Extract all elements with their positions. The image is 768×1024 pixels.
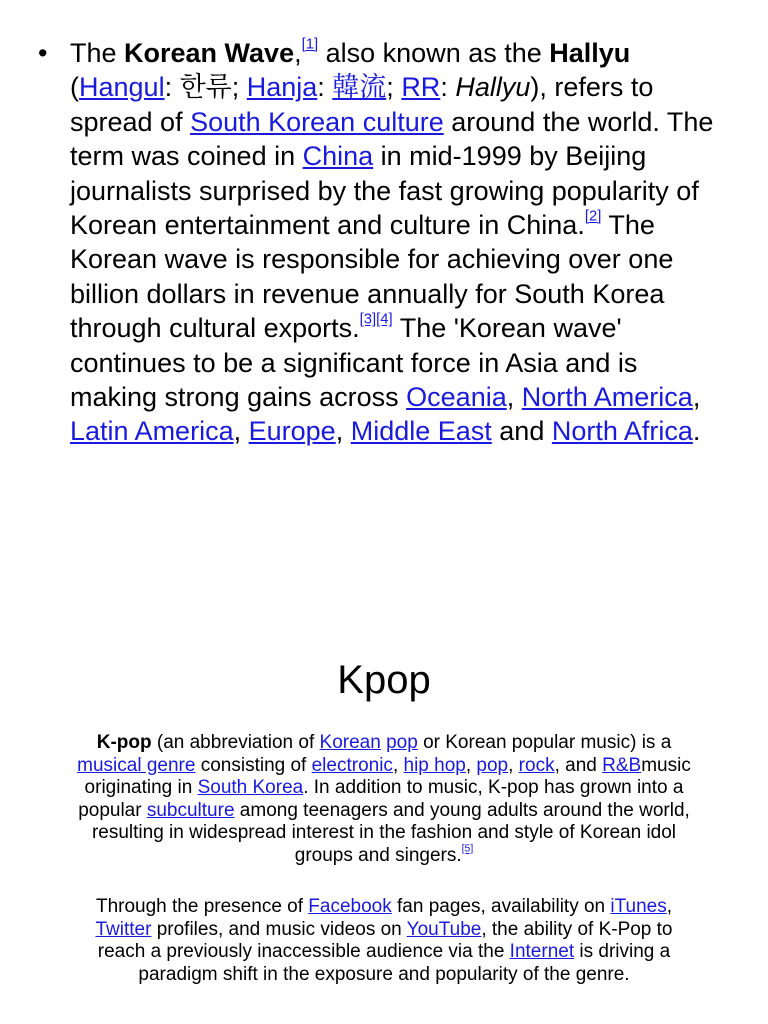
text: . In addition to music, K-pop has grown into a popular: [78, 777, 684, 821]
pop-genre-link[interactable]: pop: [476, 754, 509, 776]
term-hallyu: Hallyu: [549, 38, 631, 68]
text: around the world. The term was coined in: [70, 106, 714, 172]
term-k-pop: K-pop: [96, 732, 152, 753]
hanja-link[interactable]: Hanja: [246, 72, 318, 103]
citation-3-4-link[interactable]: [3][4]: [359, 311, 393, 328]
text: or Korean popular music) is a: [417, 732, 672, 753]
text: :: [440, 72, 456, 103]
text: :: [317, 72, 333, 103]
bullet-dot: •: [38, 38, 48, 68]
text: profiles, and music videos on: [151, 918, 407, 940]
europe-link[interactable]: Europe: [248, 416, 336, 447]
text: ,: [392, 754, 404, 776]
text: ,: [294, 38, 302, 68]
text: ), refers to spread of: [70, 72, 654, 137]
korean-wave-paragraph: [70, 36, 728, 449]
kpop-paragraph-2: [74, 896, 694, 986]
hangul-link[interactable]: Hangul: [79, 72, 165, 103]
south-korean-culture-link[interactable]: South Korean culture: [190, 106, 444, 137]
text: music originating in: [84, 754, 691, 799]
youtube-link[interactable]: YouTube: [406, 918, 482, 940]
romanized-hallyu: Hallyu: [455, 72, 531, 103]
term-korean-wave: Korean Wave: [124, 38, 295, 68]
rnb-link[interactable]: R&B: [602, 754, 642, 776]
text: ;: [386, 72, 402, 103]
text: is driving a paradigm shift in the exposure and popularity of the genre.: [138, 941, 671, 985]
text: .: [692, 416, 701, 447]
rr-link[interactable]: RR: [401, 72, 441, 103]
text: The: [70, 38, 125, 68]
north-africa-link[interactable]: North Africa: [551, 416, 693, 447]
text: ,: [666, 896, 672, 917]
text: , and: [554, 754, 603, 776]
subculture-link[interactable]: subculture: [146, 799, 235, 821]
text: ,: [692, 382, 701, 413]
citation-1-link[interactable]: [1]: [301, 36, 319, 53]
middle-east-link[interactable]: Middle East: [350, 416, 492, 447]
latin-america-link[interactable]: Latin America: [70, 416, 234, 447]
twitter-link[interactable]: Twitter: [95, 918, 152, 940]
kpop-title: Kpop: [337, 658, 431, 702]
facebook-link[interactable]: Facebook: [308, 896, 392, 917]
hangul-text: : 한류;: [164, 72, 247, 103]
text: also known as the: [318, 38, 550, 68]
internet-link[interactable]: Internet: [509, 941, 575, 963]
text: (: [70, 72, 79, 103]
rock-link[interactable]: rock: [518, 754, 555, 776]
text: ,: [335, 416, 351, 447]
itunes-link[interactable]: iTunes: [610, 896, 667, 917]
text: Through the presence of: [95, 896, 309, 917]
korean-link[interactable]: Korean: [319, 732, 381, 753]
text: (an abbreviation of: [151, 732, 320, 753]
text: among teenagers and young adults around the world, resulting in widespread interest in the fashion and style of Korean idol groups and singers.: [91, 799, 690, 866]
text: in mid-1999 by Beijing journalists surprised by the fast growing popularity of Korean entertainment and culture in China.: [70, 141, 699, 241]
text: ,: [465, 754, 477, 776]
china-link[interactable]: China: [302, 141, 374, 172]
text: ,: [508, 754, 519, 776]
musical-genre-link[interactable]: musical genre: [77, 754, 196, 776]
north-america-link[interactable]: North America: [521, 382, 693, 413]
pop-link[interactable]: pop: [386, 732, 418, 753]
text: and: [491, 416, 552, 447]
text: fan pages, availability on: [391, 896, 611, 917]
text: ,: [233, 416, 249, 447]
citation-5-link[interactable]: [5]: [461, 843, 474, 855]
text: ,: [506, 382, 522, 413]
text: The Korean wave is responsible for achieving over one billion dollars in revenue annually for South Korea through cultural exports.: [70, 210, 674, 344]
hip-hop-link[interactable]: hip hop: [403, 754, 466, 776]
text: , the ability of K-Pop to reach a previously inaccessible audience via the: [97, 918, 673, 963]
text: The 'Korean wave' continues to be a significant force in Asia and is making strong gains across: [70, 313, 638, 413]
oceania-link[interactable]: Oceania: [406, 382, 507, 413]
kpop-paragraph-1: [74, 732, 694, 868]
text: consisting of: [195, 754, 312, 776]
south-korea-link[interactable]: South Korea: [197, 777, 304, 799]
electronic-link[interactable]: electronic: [311, 754, 393, 776]
korean-wave-bullet: [38, 36, 728, 449]
citation-2-link[interactable]: [2]: [584, 208, 602, 225]
hanja-characters-link[interactable]: 韓流: [332, 72, 387, 103]
